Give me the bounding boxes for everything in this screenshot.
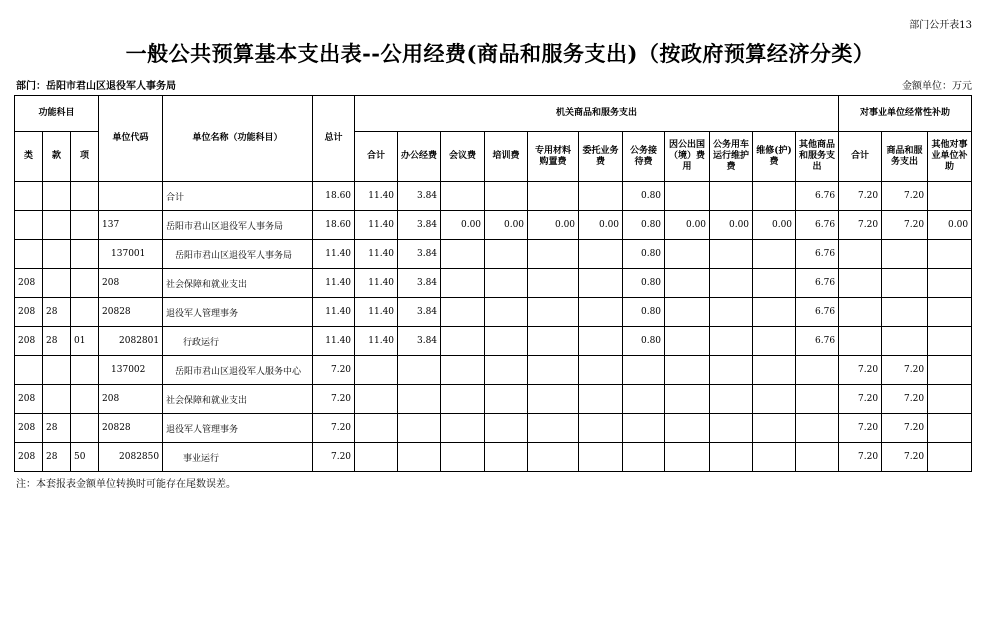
- cell-admin-value: 3.84: [398, 327, 441, 356]
- cell-admin-value: 0.80: [623, 211, 665, 240]
- cell-admin-value: [441, 269, 485, 298]
- cell-total: 7.20: [313, 356, 355, 385]
- cell-unit-code: [99, 182, 163, 211]
- cell-subsidy-value: [928, 356, 972, 385]
- cell-subsidy-value: [839, 327, 882, 356]
- cell-admin-value: [710, 356, 753, 385]
- cell-unit-code: 137001: [99, 240, 163, 269]
- header-kuan: 款: [43, 132, 71, 182]
- cell-unit-code: 2082801: [99, 327, 163, 356]
- cell-admin-value: [753, 385, 796, 414]
- table-row: [15, 356, 972, 385]
- cell-admin-value: [579, 182, 623, 211]
- cell-admin-value: [528, 414, 579, 443]
- cell-unit-name: 退役军人管理事务: [163, 414, 313, 443]
- cell-admin-value: 6.76: [796, 240, 839, 269]
- cell-subsidy-value: 7.20: [839, 443, 882, 472]
- cell-admin-value: [579, 443, 623, 472]
- cell-admin-value: 11.40: [355, 182, 398, 211]
- cell-admin-value: [665, 356, 710, 385]
- cell-total: 7.20: [313, 443, 355, 472]
- cell-admin-value: 0.00: [665, 211, 710, 240]
- cell-subsidy-value: [928, 443, 972, 472]
- cell-lei: [15, 240, 43, 269]
- cell-unit-name: 行政运行: [163, 327, 313, 356]
- header-admin-col: 公务接待费: [623, 132, 665, 182]
- table-row: [15, 385, 972, 414]
- cell-admin-value: [665, 327, 710, 356]
- cell-unit-code: 137002: [99, 356, 163, 385]
- cell-admin-value: [355, 414, 398, 443]
- cell-admin-value: [710, 414, 753, 443]
- cell-xiang: [71, 298, 99, 327]
- department-label: 部门：岳阳市君山区退役军人事务局: [16, 81, 176, 92]
- cell-admin-value: [579, 327, 623, 356]
- table-row: [15, 240, 972, 269]
- cell-admin-value: [710, 240, 753, 269]
- cell-subsidy-value: 7.20: [839, 356, 882, 385]
- cell-admin-value: 11.40: [355, 327, 398, 356]
- cell-admin-value: [753, 298, 796, 327]
- cell-total: 18.60: [313, 182, 355, 211]
- cell-unit-name: 退役军人管理事务: [163, 298, 313, 327]
- cell-total: 11.40: [313, 269, 355, 298]
- cell-admin-value: 3.84: [398, 269, 441, 298]
- cell-kuan: [43, 356, 71, 385]
- cell-admin-value: [485, 240, 528, 269]
- table-row: [15, 269, 972, 298]
- cell-subsidy-value: [928, 269, 972, 298]
- cell-xiang: [71, 240, 99, 269]
- cell-admin-value: [796, 443, 839, 472]
- cell-subsidy-value: [882, 240, 928, 269]
- cell-admin-value: 0.80: [623, 182, 665, 211]
- cell-kuan: 28: [43, 298, 71, 327]
- cell-unit-code: 208: [99, 385, 163, 414]
- header-admin-col: 维修(护)费: [753, 132, 796, 182]
- header-admin-col: 培训费: [485, 132, 528, 182]
- cell-lei: 208: [15, 269, 43, 298]
- header-func-subject: 功能科目: [15, 96, 99, 132]
- cell-admin-value: 3.84: [398, 240, 441, 269]
- cell-admin-value: [485, 356, 528, 385]
- cell-lei: [15, 182, 43, 211]
- table-row: [15, 298, 972, 327]
- cell-admin-value: [441, 414, 485, 443]
- cell-lei: 208: [15, 298, 43, 327]
- cell-admin-value: [796, 414, 839, 443]
- cell-xiang: [71, 269, 99, 298]
- cell-admin-value: 0.80: [623, 240, 665, 269]
- cell-admin-value: [753, 414, 796, 443]
- footnote: 注：本套报表金额单位转换时可能存在尾数误差。: [16, 479, 236, 490]
- cell-admin-value: [485, 414, 528, 443]
- cell-admin-value: [665, 298, 710, 327]
- cell-admin-value: 0.00: [441, 211, 485, 240]
- cell-admin-value: 0.00: [753, 211, 796, 240]
- cell-admin-value: 0.00: [579, 211, 623, 240]
- cell-admin-value: 11.40: [355, 211, 398, 240]
- table-row: [15, 327, 972, 356]
- cell-admin-value: [528, 240, 579, 269]
- cell-admin-value: [623, 385, 665, 414]
- table-row: [15, 443, 972, 472]
- cell-subsidy-value: [928, 298, 972, 327]
- cell-unit-code: 208: [99, 269, 163, 298]
- cell-lei: 208: [15, 327, 43, 356]
- header-admin-col: 公务用车运行维护费: [710, 132, 753, 182]
- cell-admin-value: [579, 269, 623, 298]
- header-total: 总计: [313, 96, 355, 182]
- cell-admin-value: 3.84: [398, 211, 441, 240]
- cell-admin-value: 6.76: [796, 182, 839, 211]
- cell-lei: [15, 356, 43, 385]
- header-xiang: 项: [71, 132, 99, 182]
- cell-unit-name: 岳阳市君山区退役军人事务局: [163, 211, 313, 240]
- cell-admin-value: [485, 182, 528, 211]
- cell-admin-value: [579, 385, 623, 414]
- cell-admin-value: 11.40: [355, 298, 398, 327]
- cell-admin-value: [579, 356, 623, 385]
- cell-kuan: [43, 211, 71, 240]
- table-body: [15, 182, 972, 472]
- cell-unit-code: 2082850: [99, 443, 163, 472]
- table-row: [15, 414, 972, 443]
- cell-subsidy-value: [882, 298, 928, 327]
- cell-admin-value: [485, 298, 528, 327]
- cell-admin-value: [753, 356, 796, 385]
- cell-admin-value: [485, 385, 528, 414]
- table-row: [15, 182, 972, 211]
- cell-unit-name: 事业运行: [163, 443, 313, 472]
- cell-kuan: 28: [43, 327, 71, 356]
- cell-admin-value: [528, 356, 579, 385]
- cell-admin-value: [579, 298, 623, 327]
- cell-admin-value: [441, 182, 485, 211]
- cell-admin-value: [441, 298, 485, 327]
- cell-lei: 208: [15, 443, 43, 472]
- cell-subsidy-value: 7.20: [882, 211, 928, 240]
- cell-subsidy-value: 7.20: [839, 414, 882, 443]
- budget-table: [14, 95, 972, 472]
- cell-admin-value: [665, 240, 710, 269]
- cell-admin-value: 0.00: [528, 211, 579, 240]
- page-title: 一般公共预算基本支出表--公用经费(商品和服务支出)（按政府预算经济分类）: [125, 41, 875, 66]
- cell-admin-value: 0.80: [623, 327, 665, 356]
- cell-admin-value: [398, 443, 441, 472]
- cell-admin-value: [623, 356, 665, 385]
- cell-unit-code: 20828: [99, 414, 163, 443]
- cell-admin-value: [710, 298, 753, 327]
- cell-subsidy-value: 7.20: [839, 182, 882, 211]
- cell-admin-value: 3.84: [398, 182, 441, 211]
- cell-admin-value: [528, 298, 579, 327]
- cell-subsidy-value: 7.20: [882, 414, 928, 443]
- cell-xiang: 01: [71, 327, 99, 356]
- cell-subsidy-value: [928, 385, 972, 414]
- cell-admin-value: [528, 182, 579, 211]
- cell-kuan: [43, 269, 71, 298]
- form-number: 部门公开表13: [909, 20, 972, 31]
- header-admin-col: 办公经费: [398, 132, 441, 182]
- cell-total: 7.20: [313, 414, 355, 443]
- cell-admin-value: [398, 414, 441, 443]
- cell-total: 11.40: [313, 298, 355, 327]
- cell-xiang: [71, 356, 99, 385]
- header-admin-col: 合计: [355, 132, 398, 182]
- cell-total: 11.40: [313, 240, 355, 269]
- cell-admin-value: 6.76: [796, 211, 839, 240]
- header-admin-col: 其他商品和服务支出: [796, 132, 839, 182]
- header-group-subsidy: 对事业单位经常性补助: [839, 96, 972, 132]
- cell-lei: 208: [15, 385, 43, 414]
- cell-admin-value: [796, 385, 839, 414]
- cell-admin-value: 3.84: [398, 298, 441, 327]
- header-subsidy-col: 其他对事业单位补助: [928, 132, 972, 182]
- cell-total: 7.20: [313, 385, 355, 414]
- cell-xiang: [71, 414, 99, 443]
- cell-admin-value: [665, 182, 710, 211]
- header-lei: 类: [15, 132, 43, 182]
- cell-kuan: [43, 385, 71, 414]
- cell-subsidy-value: 7.20: [839, 211, 882, 240]
- header-subsidy-col: 商品和服务支出: [882, 132, 928, 182]
- cell-admin-value: 0.00: [710, 211, 753, 240]
- cell-admin-value: [355, 356, 398, 385]
- cell-admin-value: 11.40: [355, 269, 398, 298]
- cell-xiang: [71, 385, 99, 414]
- cell-admin-value: [528, 327, 579, 356]
- cell-unit-name: 合计: [163, 182, 313, 211]
- amount-unit-label: 金额单位：万元: [902, 81, 972, 92]
- cell-admin-value: [579, 414, 623, 443]
- cell-admin-value: [355, 385, 398, 414]
- cell-subsidy-value: 7.20: [882, 443, 928, 472]
- header-admin-col: 因公出国（境）费用: [665, 132, 710, 182]
- cell-xiang: [71, 182, 99, 211]
- cell-admin-value: [579, 240, 623, 269]
- cell-admin-value: [441, 327, 485, 356]
- cell-admin-value: 0.80: [623, 298, 665, 327]
- cell-subsidy-value: [839, 269, 882, 298]
- cell-subsidy-value: [928, 240, 972, 269]
- cell-unit-name: 社会保障和就业支出: [163, 385, 313, 414]
- cell-kuan: 28: [43, 443, 71, 472]
- cell-admin-value: [623, 414, 665, 443]
- cell-unit-code: 20828: [99, 298, 163, 327]
- cell-unit-name: 岳阳市君山区退役军人服务中心: [163, 356, 313, 385]
- cell-admin-value: [753, 327, 796, 356]
- cell-admin-value: 0.80: [623, 269, 665, 298]
- cell-admin-value: [665, 385, 710, 414]
- cell-admin-value: [485, 269, 528, 298]
- header-admin-col: 委托业务费: [579, 132, 623, 182]
- cell-lei: [15, 211, 43, 240]
- cell-kuan: [43, 240, 71, 269]
- cell-subsidy-value: 7.20: [839, 385, 882, 414]
- table-row: [15, 211, 972, 240]
- cell-admin-value: [528, 443, 579, 472]
- cell-admin-value: [665, 269, 710, 298]
- cell-subsidy-value: 7.20: [882, 182, 928, 211]
- header-group-admin: 机关商品和服务支出: [355, 96, 839, 132]
- cell-subsidy-value: 7.20: [882, 385, 928, 414]
- cell-xiang: [71, 211, 99, 240]
- cell-admin-value: [665, 414, 710, 443]
- cell-unit-name: 社会保障和就业支出: [163, 269, 313, 298]
- cell-admin-value: 6.76: [796, 327, 839, 356]
- cell-admin-value: 0.00: [485, 211, 528, 240]
- cell-xiang: 50: [71, 443, 99, 472]
- cell-admin-value: [710, 443, 753, 472]
- header-admin-col: 专用材料购置费: [528, 132, 579, 182]
- cell-subsidy-value: [882, 327, 928, 356]
- cell-kuan: 28: [43, 414, 71, 443]
- cell-unit-name: 岳阳市君山区退役军人事务局: [163, 240, 313, 269]
- cell-admin-value: [355, 443, 398, 472]
- cell-admin-value: [753, 443, 796, 472]
- cell-subsidy-value: [928, 327, 972, 356]
- cell-admin-value: [528, 385, 579, 414]
- cell-subsidy-value: [928, 182, 972, 211]
- cell-subsidy-value: 0.00: [928, 211, 972, 240]
- cell-admin-value: 6.76: [796, 298, 839, 327]
- cell-subsidy-value: [928, 414, 972, 443]
- cell-admin-value: [623, 443, 665, 472]
- cell-total: 18.60: [313, 211, 355, 240]
- cell-admin-value: [710, 182, 753, 211]
- cell-admin-value: 6.76: [796, 269, 839, 298]
- cell-subsidy-value: 7.20: [882, 356, 928, 385]
- cell-admin-value: [398, 356, 441, 385]
- cell-admin-value: 11.40: [355, 240, 398, 269]
- cell-admin-value: [528, 269, 579, 298]
- cell-total: 11.40: [313, 327, 355, 356]
- header-subsidy-col: 合计: [839, 132, 882, 182]
- cell-admin-value: [441, 443, 485, 472]
- cell-lei: 208: [15, 414, 43, 443]
- cell-admin-value: [753, 182, 796, 211]
- cell-admin-value: [710, 327, 753, 356]
- header-unit-code: 单位代码: [99, 96, 163, 182]
- cell-admin-value: [753, 269, 796, 298]
- cell-admin-value: [398, 385, 441, 414]
- header-unit-name: 单位名称（功能科目）: [163, 96, 313, 182]
- cell-subsidy-value: [839, 240, 882, 269]
- cell-subsidy-value: [882, 269, 928, 298]
- cell-admin-value: [441, 385, 485, 414]
- cell-admin-value: [753, 240, 796, 269]
- cell-unit-code: 137: [99, 211, 163, 240]
- cell-admin-value: [485, 443, 528, 472]
- cell-subsidy-value: [839, 298, 882, 327]
- cell-admin-value: [665, 443, 710, 472]
- cell-admin-value: [441, 356, 485, 385]
- header-admin-col: 会议费: [441, 132, 485, 182]
- cell-admin-value: [710, 385, 753, 414]
- cell-admin-value: [710, 269, 753, 298]
- cell-kuan: [43, 182, 71, 211]
- cell-admin-value: [441, 240, 485, 269]
- cell-admin-value: [796, 356, 839, 385]
- cell-admin-value: [485, 327, 528, 356]
